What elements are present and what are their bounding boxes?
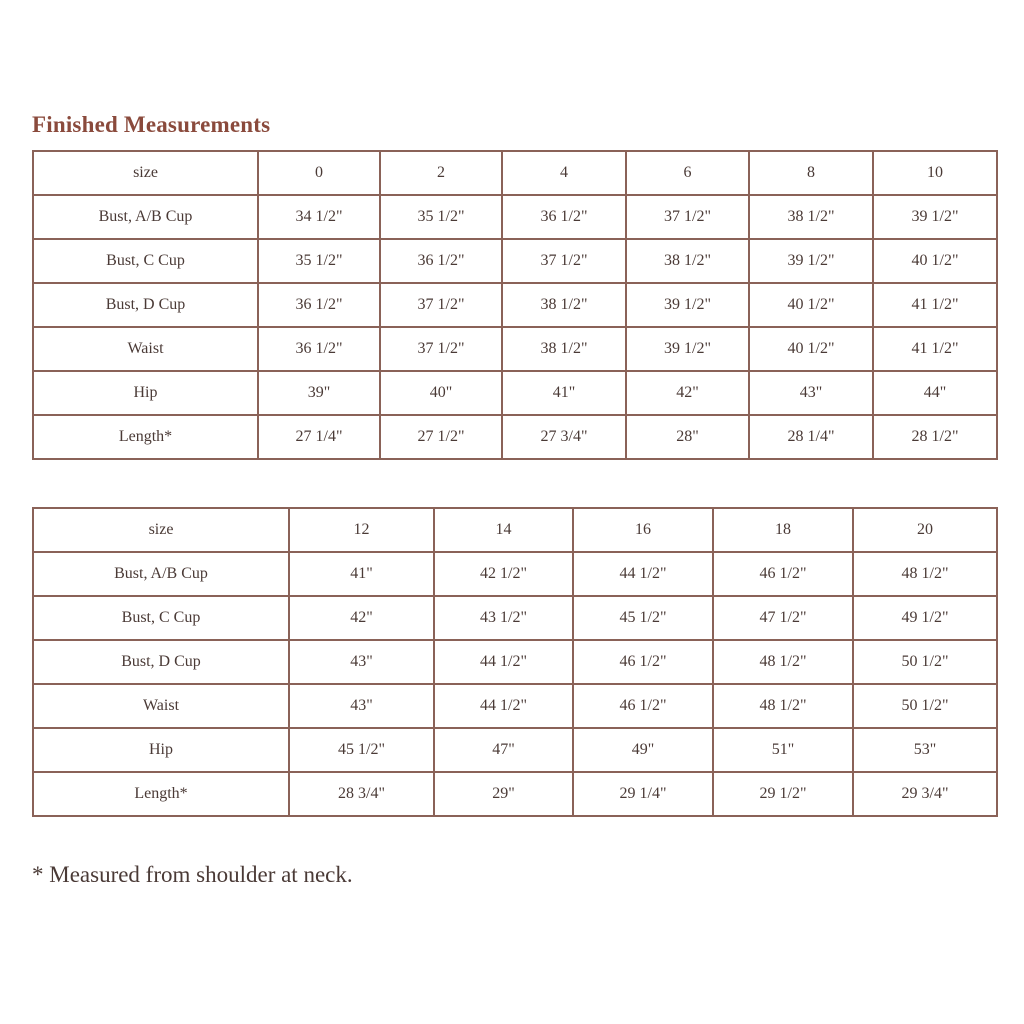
measurement-cell: 35 1/2"	[380, 195, 502, 239]
measurement-cell: 37 1/2"	[626, 195, 749, 239]
measurement-cell: 34 1/2"	[258, 195, 380, 239]
size-header-label: size	[33, 508, 289, 552]
measurements-table-small-sizes	[32, 150, 998, 460]
measurement-cell: 29 1/4"	[573, 772, 713, 816]
measurement-cell: 38 1/2"	[626, 239, 749, 283]
measurement-cell: 43"	[749, 371, 873, 415]
measurement-cell: 48 1/2"	[853, 552, 997, 596]
measurement-cell: 41 1/2"	[873, 327, 997, 371]
row-label: Bust, D Cup	[33, 640, 289, 684]
size-column-header: 4	[502, 151, 626, 195]
size-column-header: 8	[749, 151, 873, 195]
measurement-cell: 28 3/4"	[289, 772, 434, 816]
table-row	[33, 772, 997, 816]
row-label: Waist	[33, 327, 258, 371]
measurement-cell: 39 1/2"	[626, 283, 749, 327]
size-column-header: 16	[573, 508, 713, 552]
table-row	[33, 728, 997, 772]
table-row	[33, 327, 997, 371]
measurement-cell: 40"	[380, 371, 502, 415]
measurement-cell: 44"	[873, 371, 997, 415]
row-label: Length*	[33, 415, 258, 459]
measurement-cell: 36 1/2"	[502, 195, 626, 239]
size-column-header: 14	[434, 508, 573, 552]
measurement-cell: 44 1/2"	[573, 552, 713, 596]
row-label: Bust, A/B Cup	[33, 195, 258, 239]
measurement-cell: 27 1/2"	[380, 415, 502, 459]
measurement-cell: 37 1/2"	[380, 283, 502, 327]
measurement-cell: 38 1/2"	[749, 195, 873, 239]
size-column-header: 10	[873, 151, 997, 195]
measurement-cell: 28 1/2"	[873, 415, 997, 459]
table-row	[33, 552, 997, 596]
row-label: Bust, C Cup	[33, 596, 289, 640]
table-row	[33, 239, 997, 283]
table-row	[33, 283, 997, 327]
measurement-cell: 27 3/4"	[502, 415, 626, 459]
row-label: Hip	[33, 728, 289, 772]
measurement-cell: 28"	[626, 415, 749, 459]
measurement-cell: 37 1/2"	[380, 327, 502, 371]
measurement-cell: 44 1/2"	[434, 684, 573, 728]
measurement-cell: 39"	[258, 371, 380, 415]
measurement-cell: 38 1/2"	[502, 283, 626, 327]
measurement-cell: 40 1/2"	[873, 239, 997, 283]
footnote: * Measured from shoulder at neck.	[32, 862, 353, 887]
measurement-cell: 49 1/2"	[853, 596, 997, 640]
table-row	[33, 371, 997, 415]
measurement-cell: 47 1/2"	[713, 596, 853, 640]
measurement-cell: 40 1/2"	[749, 327, 873, 371]
measurement-cell: 45 1/2"	[573, 596, 713, 640]
measurement-cell: 48 1/2"	[713, 684, 853, 728]
measurement-cell: 36 1/2"	[258, 283, 380, 327]
row-label: Bust, D Cup	[33, 283, 258, 327]
size-header-row	[33, 508, 997, 552]
table-row	[33, 596, 997, 640]
row-label: Waist	[33, 684, 289, 728]
measurement-cell: 41"	[502, 371, 626, 415]
measurement-cell: 38 1/2"	[502, 327, 626, 371]
table-row	[33, 415, 997, 459]
measurement-cell: 39 1/2"	[873, 195, 997, 239]
measurement-cell: 50 1/2"	[853, 640, 997, 684]
table-row	[33, 640, 997, 684]
measurement-cell: 37 1/2"	[502, 239, 626, 283]
measurement-cell: 48 1/2"	[713, 640, 853, 684]
measurement-cell: 36 1/2"	[258, 327, 380, 371]
measurements-table-large-sizes	[32, 507, 998, 817]
measurement-cell: 42"	[289, 596, 434, 640]
size-column-header: 6	[626, 151, 749, 195]
size-column-header: 18	[713, 508, 853, 552]
measurement-cell: 28 1/4"	[749, 415, 873, 459]
measurement-cell: 43 1/2"	[434, 596, 573, 640]
measurement-cell: 29 3/4"	[853, 772, 997, 816]
measurement-cell: 42"	[626, 371, 749, 415]
size-column-header: 2	[380, 151, 502, 195]
measurement-cell: 53"	[853, 728, 997, 772]
measurement-cell: 45 1/2"	[289, 728, 434, 772]
measurement-cell: 39 1/2"	[626, 327, 749, 371]
measurement-cell: 35 1/2"	[258, 239, 380, 283]
measurement-cell: 40 1/2"	[749, 283, 873, 327]
row-label: Hip	[33, 371, 258, 415]
measurement-cell: 51"	[713, 728, 853, 772]
measurement-cell: 49"	[573, 728, 713, 772]
measurement-cell: 39 1/2"	[749, 239, 873, 283]
row-label: Length*	[33, 772, 289, 816]
measurement-cell: 29 1/2"	[713, 772, 853, 816]
size-header-row	[33, 151, 997, 195]
size-column-header: 0	[258, 151, 380, 195]
measurement-cell: 46 1/2"	[573, 640, 713, 684]
size-header-label: size	[33, 151, 258, 195]
table-row	[33, 195, 997, 239]
measurement-cell: 43"	[289, 640, 434, 684]
measurement-cell: 50 1/2"	[853, 684, 997, 728]
size-column-header: 12	[289, 508, 434, 552]
measurement-cell: 36 1/2"	[380, 239, 502, 283]
table-row	[33, 684, 997, 728]
measurement-cell: 47"	[434, 728, 573, 772]
measurement-cell: 46 1/2"	[713, 552, 853, 596]
measurement-cell: 27 1/4"	[258, 415, 380, 459]
row-label: Bust, C Cup	[33, 239, 258, 283]
measurement-cell: 29"	[434, 772, 573, 816]
measurement-cell: 41"	[289, 552, 434, 596]
size-column-header: 20	[853, 508, 997, 552]
measurement-cell: 42 1/2"	[434, 552, 573, 596]
page-title: Finished Measurements	[32, 112, 271, 137]
measurement-cell: 41 1/2"	[873, 283, 997, 327]
row-label: Bust, A/B Cup	[33, 552, 289, 596]
measurement-cell: 46 1/2"	[573, 684, 713, 728]
measurement-cell: 43"	[289, 684, 434, 728]
measurement-cell: 44 1/2"	[434, 640, 573, 684]
